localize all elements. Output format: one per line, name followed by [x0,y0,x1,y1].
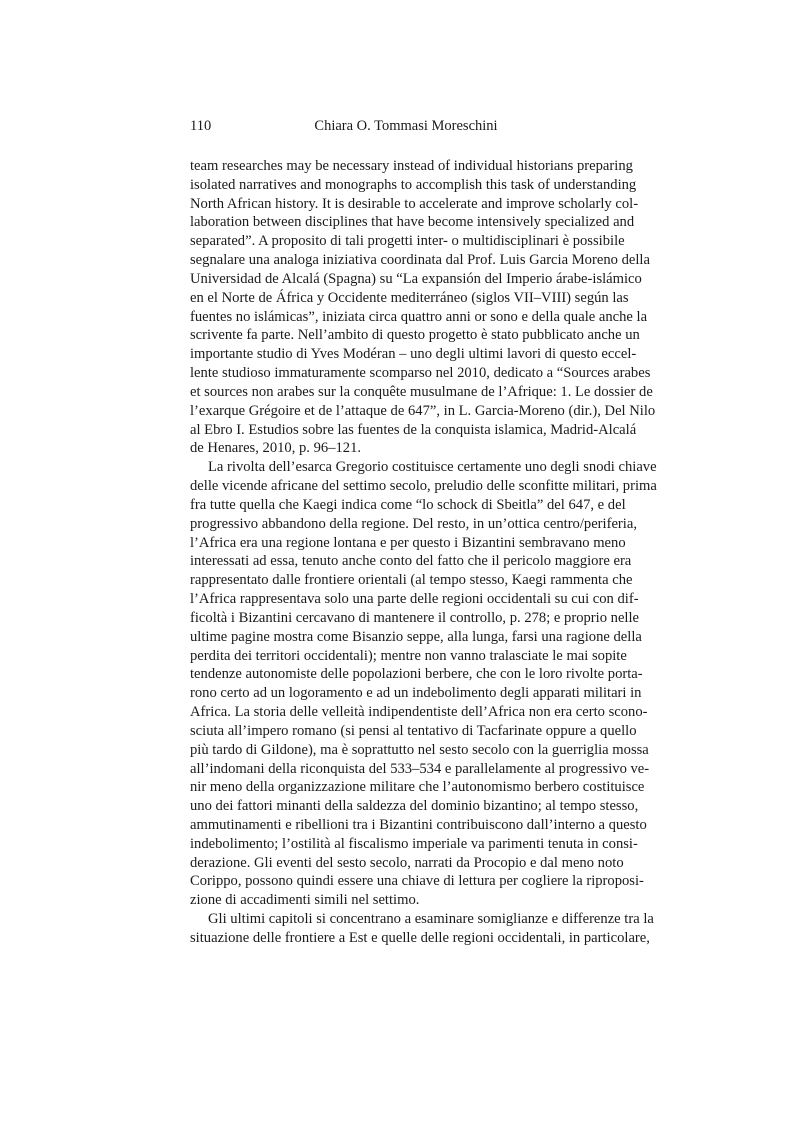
text-line: al Ebro I. Estudios sobre las fuentes de la conquista islamica, Madrid-Alcalá [190,421,637,438]
text-line: La rivolta dell’esarca Gregorio costituisce certamente uno degli snodi chiave [208,459,657,476]
text-line: rono certo ad un logoramento e ad un indebolimento degli apparati militari in [190,685,642,702]
text-line: l’Africa rappresentava solo una parte delle regioni occidentali su cui con dif- [190,591,639,608]
text-line: North African history. It is desirable to accelerate and improve scholarly col- [190,195,639,212]
text-line: segnalare una analoga iniziativa coordinata dal Prof. Luis Garcia Moreno della [190,252,650,269]
text-line: perdita dei territori occidentali); mentre non vanno tralasciate le mai sopite [190,647,627,664]
body-text [190,157,657,948]
text-line: indebolimento; l’ostilità al fiscalismo imperiale va parimenti tenuta in consi- [190,835,638,852]
text-line: fuentes no islámicas”, iniziata circa quattro anni or sono e della quale anche la [190,308,648,325]
text-line: nir meno della organizzazione militare che l’autonomismo berbero costituisce [190,779,645,796]
page-number: 110 [190,118,212,134]
text-line: progressivo abbandono della regione. Del resto, in un’ottica centro/periferia, [190,515,637,532]
text-line: Corippo, possono quindi essere una chiave di lettura per cogliere la riproposi- [190,873,644,890]
text-line: zione di accadimenti simili nel settimo. [190,892,420,909]
text-line: Gli ultimi capitoli si concentrano a esaminare somiglianze e differenze tra la [208,911,654,928]
text-line: Universidad de Alcalá (Spagna) su “La expansión del Imperio árabe-islámico [190,270,642,287]
text-line: laboration between disciplines that have become intensively specialized and [190,214,635,231]
paragraph [190,157,656,458]
text-line: et sources non arabes sur la conquête musulmane de l’Afrique: 1. Le dossier de [190,383,653,400]
text-line: Africa. La storia delle velleità indipendentiste dell’Africa non era certo scono- [190,704,648,721]
text-line: importante studio di Yves Modéran – uno degli ultimi lavori di questo eccel- [190,346,637,363]
text-line: isolated narratives and monographs to accomplish this task of understanding [190,176,637,193]
text-line: ultime pagine mostra come Bisanzio seppe, alla lunga, farsi una ragione della [190,628,642,645]
text-line: derazione. Gli eventi del sesto secolo, narrati da Procopio e dal meno noto [190,854,624,871]
text-line: delle vicende africane del settimo secolo, preludio delle sconfitte militari, prima [190,478,657,495]
text-line: tendenze autonomiste delle popolazioni berbere, che con le loro rivolte porta- [190,666,643,683]
page-header [190,118,622,138]
text-line: rappresentato dalle frontiere orientali (al tempo stesso, Kaegi rammenta che [190,572,633,589]
text-line: sciuta all’impero romano (si pensi al tentativo di Tacfarinate oppure a quello [190,722,637,739]
text-line: più tardo di Gildone), ma è soprattutto nel sesto secolo con la guerriglia mossa [190,741,649,758]
text-line: all’indomani della riconquista del 533–534 e parallelamente al progressivo ve- [190,760,650,777]
text-line: ficoltà i Bizantini cercavano di mantenere il controllo, p. 278; e proprio nelle [190,609,640,626]
paragraph [190,910,654,948]
text-line: uno dei fattori minanti della saldezza del dominio bizantino; al tempo stesso, [190,798,639,815]
text-line: team researches may be necessary instead of individual historians preparing [190,158,633,174]
text-line: fra tutte quella che Kaegi indica come “lo schock di Sbeitla” del 647, e del [190,496,626,513]
text-line: situazione delle frontiere a Est e quelle delle regioni occidentali, in particolare, [190,929,650,946]
text-line: separated”. A proposito di tali progetti inter- o multidisciplinari è possibile [190,233,625,250]
running-head: Chiara O. Tommasi Moreschini [314,118,498,134]
text-line: de Henares, 2010, p. 96–121. [190,440,362,457]
text-line: scrivente fa parte. Nell’ambito di questo progetto è stato pubblicato anche un [190,327,640,344]
text-line: l’exarque Grégoire et de l’attaque de 647”, in L. Garcia-Moreno (dir.), Del Nilo [190,402,656,419]
text-line: en el Norte de África y Occidente mediterráneo (siglos VII–VIII) según las [190,289,629,306]
text-line: lente studioso immaturamente scomparso nel 2010, dedicato a “Sources arabes [190,365,651,382]
text-line: l’Africa era una regione lontana e per questo i Bizantini sembravano meno [190,534,626,551]
paragraph [190,458,657,910]
text-line: ammutinamenti e ribellioni tra i Bizantini contribuiscono dall’interno a questo [190,816,647,833]
text-line: interessati ad essa, tenuto anche conto del fatto che il pericolo maggiore era [190,553,632,570]
